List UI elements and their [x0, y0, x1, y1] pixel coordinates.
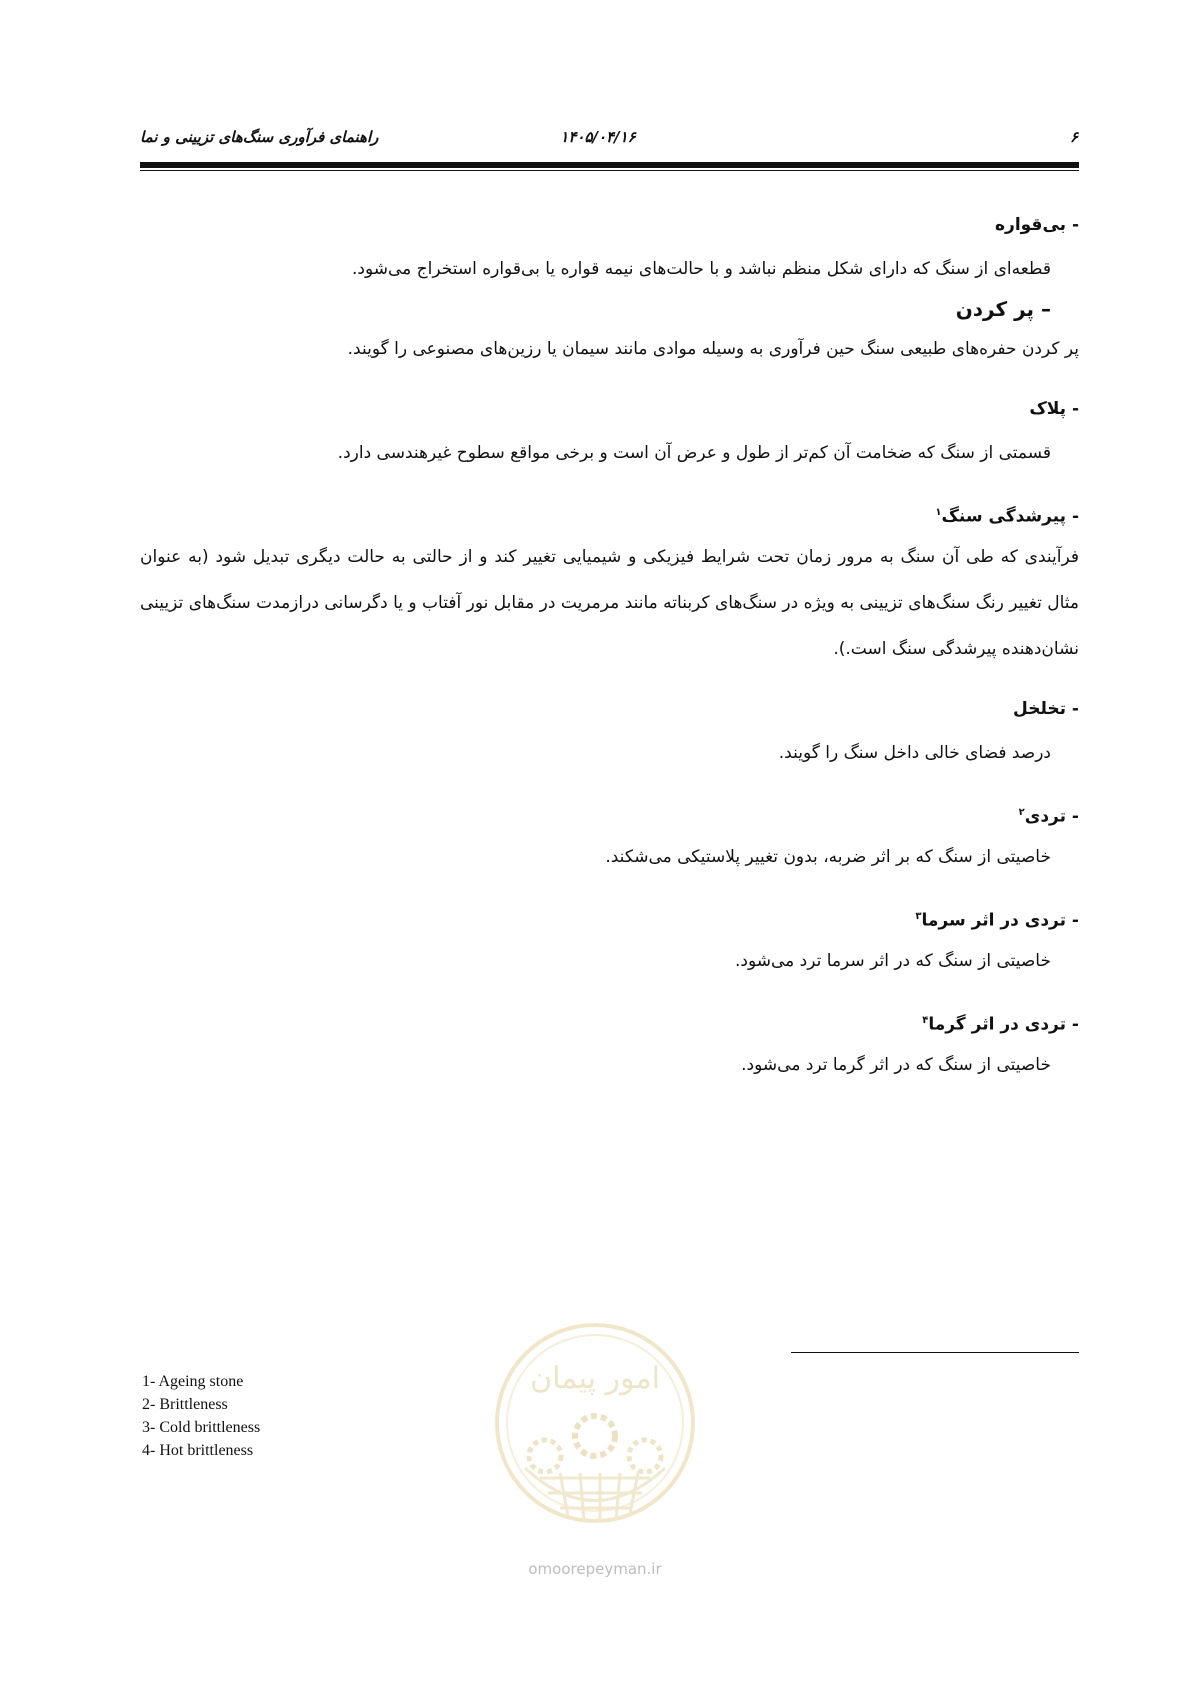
footnote-item: 2- Brittleness	[142, 1396, 228, 1413]
term-definition: پر کردن حفره‌های طبیعی سنگ حین فرآوری به وسیله موادی مانند سیمان یا رزین‌های مصنوعی را گویند.	[347, 339, 1079, 359]
term-heading	[140, 694, 1079, 724]
term-heading	[140, 210, 1079, 240]
term-definition: خاصیتی از سنگ که در اثر سرما ترد می‌شود.	[735, 951, 1051, 971]
term-heading	[140, 292, 1051, 326]
term-text: - تردی	[1024, 806, 1079, 827]
footnote-ref: ۳	[915, 911, 922, 922]
term-heading	[140, 1006, 1079, 1036]
term-heading	[140, 798, 1079, 828]
term-heading	[140, 498, 1079, 528]
footnote-item: 3- Cold brittleness	[142, 1419, 261, 1436]
footnote-separator	[791, 1352, 1079, 1353]
term-definition: خاصیتی از سنگ که بر اثر ضربه، بدون تغییر پلاستیکی می‌شکند.	[605, 847, 1051, 867]
term-text: - تخلخل	[1013, 699, 1079, 719]
watermark-logo-text: امور پیمان	[530, 1361, 660, 1396]
footnotes	[142, 1370, 260, 1462]
term-heading	[140, 394, 1079, 424]
term-text: - پیرشدگی سنگ	[941, 506, 1079, 527]
header-rule-thick	[140, 162, 1079, 168]
term-text: – پر کردن	[955, 297, 1051, 321]
watermark-seal	[490, 1318, 700, 1586]
term-definition: قسمتی از سنگ که ضخامت آن کم‌تر از طول و عرض آن است و برخی مواقع سطوح غیرهندسی دارد.	[337, 443, 1051, 463]
footnote-ref: ۴	[922, 1015, 929, 1026]
watermark-url: omoorepeyman.ir	[528, 1560, 662, 1578]
term-text: - بی‌قواره	[995, 215, 1079, 235]
term-text: - تردی در اثر سرما	[921, 910, 1079, 931]
glossary-body	[140, 210, 1079, 1088]
page-number: ۶	[1069, 128, 1078, 146]
term-definition: درصد فضای خالی داخل سنگ را گویند.	[778, 743, 1051, 763]
term-heading	[140, 902, 1079, 932]
term-text: - پلاک	[1029, 399, 1079, 419]
footnote-ref: ۲	[1018, 807, 1025, 818]
footnote-ref: ۱	[935, 507, 942, 518]
footnote-item: 4- Hot brittleness	[142, 1442, 254, 1459]
footnote-item: 1- Ageing stone	[142, 1373, 244, 1390]
term-text: - تردی در اثر گرما	[928, 1014, 1079, 1035]
header-title: راهنمای فرآوری سنگ‌های تزیینی و نما	[140, 128, 379, 146]
term-definition: قطعه‌ای از سنگ که دارای شکل منظم نباشد و با حالت‌های نیمه قواره یا بی‌قواره استخراج می‌شود.	[351, 259, 1051, 279]
term-definition: خاصیتی از سنگ که در اثر گرما ترد می‌شود.	[741, 1055, 1051, 1075]
header-date: ۱۴۰۵/۰۴/۱۶	[560, 128, 636, 146]
header-rule-thin	[140, 170, 1079, 171]
term-definition: فرآیندی که طی آن سنگ به مرور زمان تحت شرایط فیزیکی و شیمیایی تغییر کند و از حالتی به حالت دیگری تبدیل شود (به عنوان مثال تغییر رنگ سنگ‌های تزیینی به ویژه در سنگ‌های کربناته مانند مرمریت در مقابل نور آفتاب و یا دگرسانی درازمدت سنگ‌های تزیینی نشان‌دهنده پیرشدگی سنگ است.).	[140, 547, 1079, 659]
